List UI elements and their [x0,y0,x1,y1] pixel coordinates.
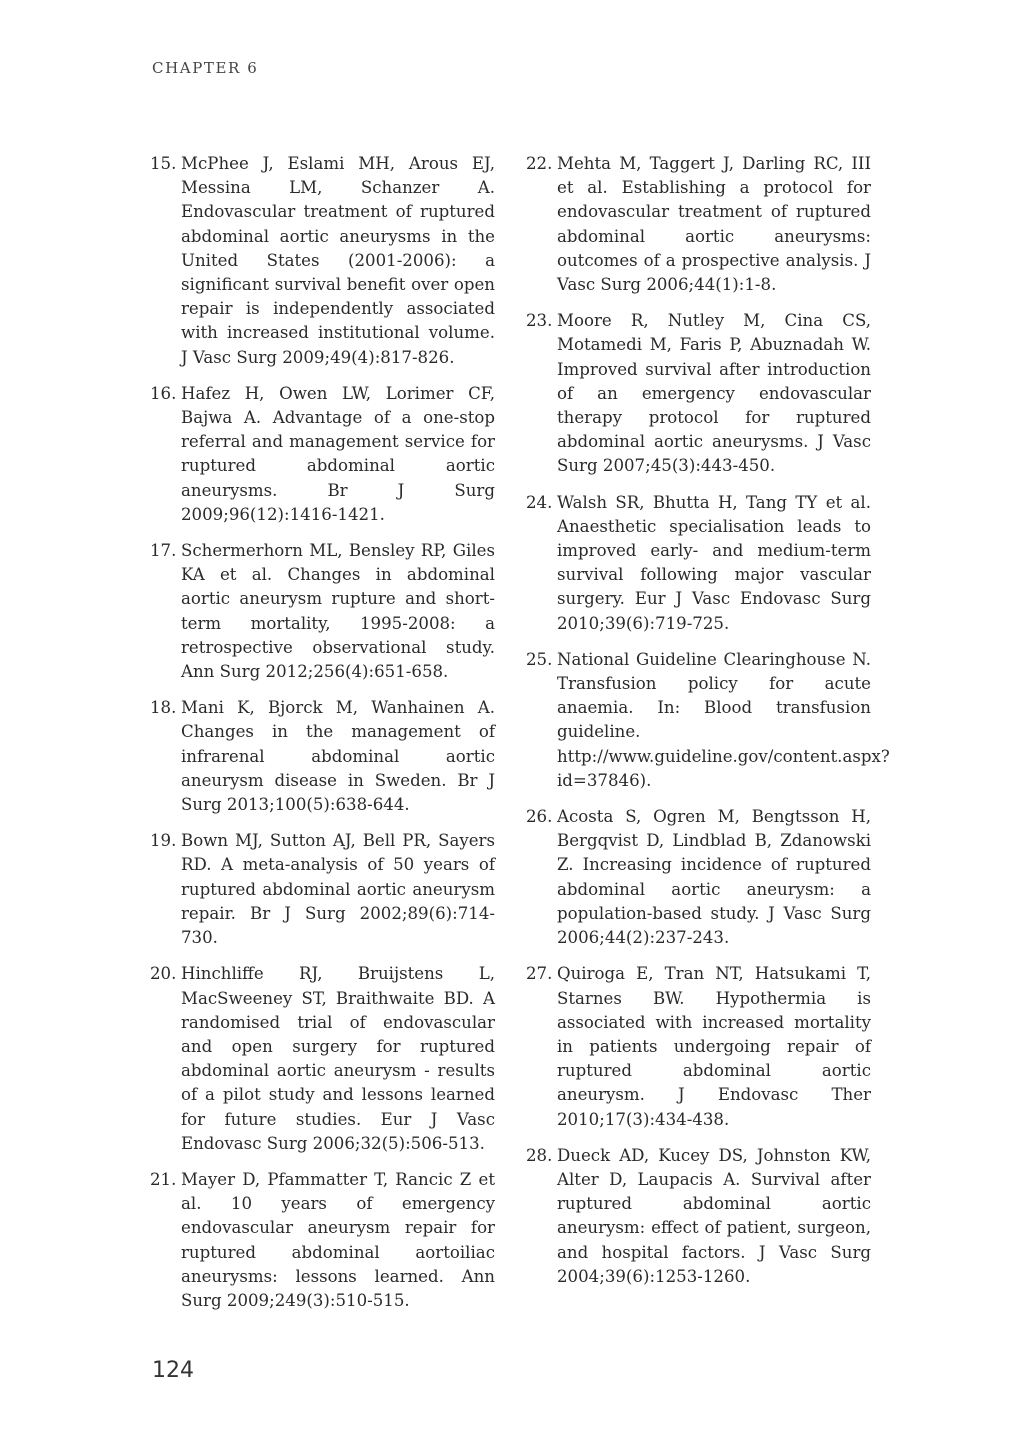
reference-item [150,152,495,370]
reference-number: 26. [526,807,553,827]
reference-number: 15. [150,154,177,173]
reference-item [150,696,495,817]
reference-number: 20. [150,964,177,984]
reference-item [526,491,871,636]
reference-text: Quiroga E, Tran NT, Hatsukami T, Starnes BW. Hypothermia is associated with increased mortality in patients undergoing repair of ruptured abdominal aortic aneurysm. J Endovasc Ther 2010;17(3):434-438. [557,964,871,1129]
reference-text: Acosta S, Ogren M, Bengtsson H, Bergqvist D, Lindblad B, Zdanowski Z. Increasing incidence of ruptured abdominal aortic aneurysm: a population-based study. J Vasc Surg 2006;44(2):237-243. [557,807,871,948]
reference-text: Mayer D, Pfammatter T, Rancic Z et al. 10 years of emergency endovascular aneurysm repair for ruptured abdominal aortoiliac aneurysms: lessons learned. Ann Surg 2009;249(3):510-515. [181,1169,495,1310]
reference-item [526,152,871,297]
reference-number: 18. [150,698,177,718]
reference-item [150,1168,495,1313]
reference-text: Schermerhorn ML, Bensley RP, Giles KA et al. Changes in abdominal aortic aneurysm rupture and short-term mortality, 1995-2008: a retrospective observational study. Ann Surg 2012;256(4):651-658. [181,541,495,682]
reference-number: 28. [526,1145,553,1165]
reference-item [150,539,495,684]
reference-item [526,805,871,950]
reference-item [526,1144,871,1289]
reference-item [526,962,871,1131]
reference-item [526,309,871,478]
reference-number: 21. [150,1169,177,1189]
reference-number: 23. [526,311,553,331]
references-left-column [150,152,495,1325]
reference-text: Mehta M, Taggert J, Darling RC, III et al. Establishing a protocol for endovascular treatment of ruptured abdominal aortic aneurysms: outcomes of a prospective analysis. J Vasc Surg 2006;44(1):1-8. [557,154,871,295]
reference-number: 16. [150,383,177,403]
reference-text: Moore R, Nutley M, Cina CS, Motamedi M, Faris P, Abuznadah W. Improved survival after introduction of an emergency endovascular therapy protocol for ruptured abdominal aortic aneurysms. J Vasc Surg 2007;45(3):443-450. [557,311,871,476]
reference-item [150,962,495,1156]
references-right-column [526,152,890,1301]
reference-item [150,829,495,950]
reference-number: 27. [526,964,553,984]
reference-item [150,382,495,527]
reference-number: 24. [526,492,553,512]
running-head: CHAPTER 6 [152,59,259,77]
reference-number: 19. [150,831,177,851]
reference-text: Bown MJ, Sutton AJ, Bell PR, Sayers RD. A meta-analysis of 50 years of ruptured abdominal aortic aneurysm repair. Br J Surg 2002;89(6):714-730. [181,831,495,948]
reference-text: Mani K, Bjorck M, Wanhainen A. Changes in the management of infrarenal abdominal aortic aneurysm disease in Sweden. Br J Surg 2013;100(5):638-644. [181,698,495,815]
reference-text: Dueck AD, Kucey DS, Johnston KW, Alter D, Laupacis A. Survival after ruptured abdominal aortic aneurysm: effect of patient, surgeon, and hospital factors. J Vasc Surg 2004;39(6):1253-1260. [557,1145,871,1286]
reference-text: Walsh SR, Bhutta H, Tang TY et al. Anaesthetic specialisation leads to improved early- and medium-term survival following major vascular surgery. Eur J Vasc Endovasc Surg 2010;39(6):719-725. [557,492,871,633]
reference-text: McPhee J, Eslami MH, Arous EJ, Messina LM, Schanzer A. Endovascular treatment of ruptured abdominal aortic aneurysms in the United States (2001-2006): a significant survival benefit over open repair is independently associated with increased institutional volume. J Vasc Surg 2009;49(4):817-826. [181,154,495,367]
reference-number: 17. [150,541,177,561]
reference-item [526,648,890,793]
reference-text: National Guideline Clearinghouse N. Transfusion policy for acute anaemia. In: Blood transfusion guideline. http://www.guideline.gov/content.aspx?id=37846). [557,649,890,790]
reference-text: Hinchliffe RJ, Bruijstens L, MacSweeney ST, Braithwaite BD. A randomised trial of endovascular and open surgery for ruptured abdominal aortic aneurysm - results of a pilot study and lessons learned for future studies. Eur J Vasc Endovasc Surg 2006;32(5):506-513. [181,964,495,1153]
reference-number: 22. [526,154,553,173]
page-number: 124 [152,1358,194,1383]
reference-number: 25. [526,649,553,669]
reference-text: Hafez H, Owen LW, Lorimer CF, Bajwa A. Advantage of a one-stop referral and management service for ruptured abdominal aortic aneurysms. Br J Surg 2009;96(12):1416-1421. [181,383,495,524]
